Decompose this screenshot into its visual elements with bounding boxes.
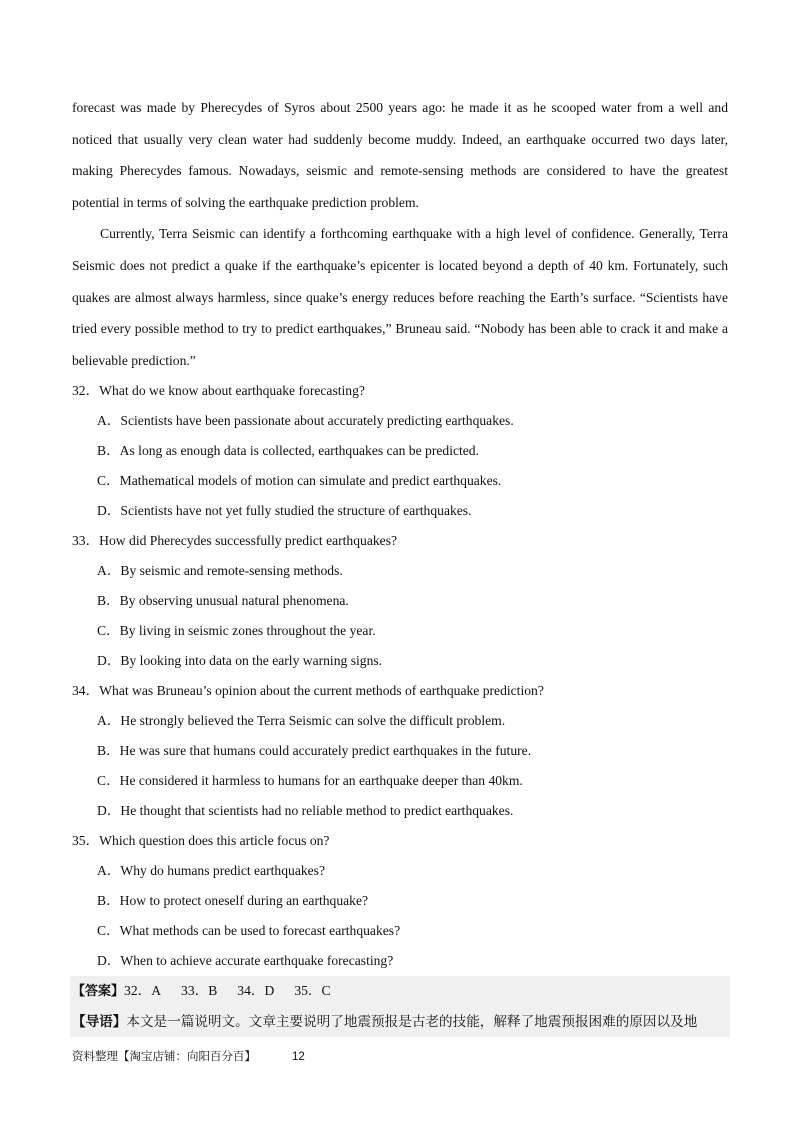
- option-c: C．By living in seismic zones throughout the year.: [97, 623, 376, 639]
- option-a: A．Scientists have been passionate about accurately predicting earthquakes.: [97, 413, 514, 429]
- option-b: B．How to protect oneself during an earthquake?: [97, 893, 369, 909]
- option-b: B．As long as enough data is collected, earthquakes can be predicted.: [97, 443, 480, 459]
- answer-label: 【答案】: [72, 984, 125, 1000]
- question-stem: 33．How did Pherecydes successfully predict earthquakes?: [72, 533, 398, 549]
- question-32: [72, 376, 728, 526]
- document-page: [72, 92, 728, 1037]
- question-35: [72, 826, 728, 976]
- question-stem: 32．What do we know about earthquake forecasting?: [72, 383, 365, 399]
- guide-text: 本文是一篇说明文。文章主要说明了地震预报是古老的技能，解释了地震预报困难的原因以及地: [126, 1014, 698, 1031]
- option-d: D．When to achieve accurate earthquake forecasting?: [97, 953, 394, 969]
- option-c: C．What methods can be used to forecast earthquakes?: [97, 923, 401, 939]
- answer-item: 35．C: [294, 983, 331, 999]
- option-a: A．He strongly believed the Terra Seismic can solve the difficult problem.: [97, 713, 506, 729]
- question-stem: 34．What was Bruneau’s opinion about the current methods of earthquake prediction?: [72, 683, 544, 699]
- option-d: D．Scientists have not yet fully studied the structure of earthquakes.: [97, 503, 472, 519]
- option-c: C．Mathematical models of motion can simulate and predict earthquakes.: [97, 473, 502, 489]
- option-c: C．He considered it harmless to humans for an earthquake deeper than 40km.: [97, 773, 523, 789]
- passage-paragraph-2: Currently, Terra Seismic can identify a forthcoming earthquake with a high level of confidence. Generally, Terra Seismic does not predict a quake if the earthquake’s epicenter is located beyond a depth of 40 km. Fortunately, such quakes are almost always harmless, since quake’s energy reduces before reaching the Earth’s surface. “Scientists have tried every possible method to try to predict earthquakes,” Bruneau said. “Nobody has been able to crack it and make a believable prediction.”: [72, 226, 728, 368]
- guide-intro: [72, 1007, 730, 1037]
- page-footer: [72, 1048, 305, 1064]
- question-34: [72, 676, 728, 826]
- answer-item: 34．D: [237, 983, 275, 999]
- option-d: D．By looking into data on the early warning signs.: [97, 653, 383, 669]
- guide-label: 【导语】: [72, 1014, 127, 1031]
- question-stem: 35．Which question does this article focus on?: [72, 833, 330, 849]
- option-b: B．He was sure that humans could accurately predict earthquakes in the future.: [97, 743, 532, 759]
- answer-key: [72, 976, 730, 1007]
- answer-item: 33．B: [181, 983, 218, 999]
- footer-source: 资料整理【淘宝店铺：向阳百分百】: [72, 1049, 256, 1063]
- option-a: A．Why do humans predict earthquakes?: [97, 863, 326, 879]
- passage-paragraph-1: forecast was made by Pherecydes of Syros about 2500 years ago: he made it as he scooped water from a well and noticed that usually very clean water had suddenly become muddy. Indeed, an earthquake occurred two days later, making Pherecydes famous. Nowadays, seismic and remote-sensing methods are considered to have the greatest potential in terms of solving the earthquake prediction problem.: [72, 100, 728, 210]
- option-d: D．He thought that scientists had no reliable method to predict earthquakes.: [97, 803, 514, 819]
- option-b: B．By observing unusual natural phenomena.: [97, 593, 349, 609]
- answer-item: 32．A: [124, 983, 162, 999]
- page-number: 12: [292, 1051, 305, 1063]
- answer-section: [70, 976, 730, 1037]
- question-33: [72, 526, 728, 676]
- option-a: A．By seismic and remote-sensing methods.: [97, 563, 343, 579]
